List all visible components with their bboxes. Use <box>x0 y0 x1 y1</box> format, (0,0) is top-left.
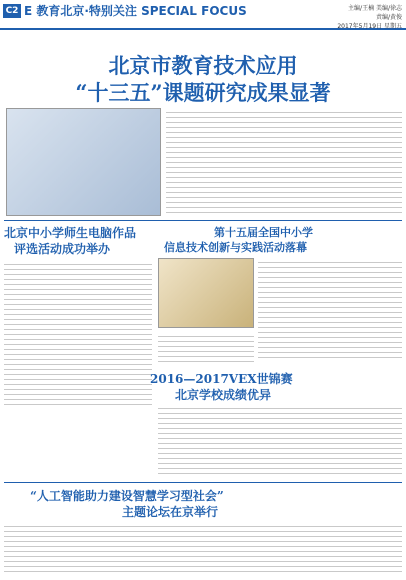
story-2-body-text <box>4 260 152 405</box>
main-headline: 北京市教育技术应用 <box>108 53 298 78</box>
main-photo <box>6 108 161 216</box>
page-header <box>0 0 406 30</box>
page-number-tag: C2 <box>3 4 21 18</box>
story-3-photo <box>158 258 254 328</box>
story-2-headline: 北京中小学师生电脑作品 <box>4 226 137 240</box>
section-title: E 教育北京·特别关注 SPECIAL FOCUS <box>24 4 247 18</box>
story-5-headline: “人工智能助力建设智慧学习型社会” <box>30 489 224 503</box>
story-5-body-text <box>4 522 402 576</box>
story-4-headline: 2016—2017VEX世锦赛 <box>150 372 293 386</box>
story-5-headline: 主题论坛在京举行 <box>122 505 219 519</box>
story-3-headline: 信息技术创新与实践活动落幕 <box>164 241 307 254</box>
issue-date: 2017年5月19日 星期五 <box>337 23 402 30</box>
divider <box>4 220 402 221</box>
story-4-headline: 北京学校成绩优异 <box>175 388 272 402</box>
story-3-body-text <box>258 258 402 358</box>
editor-line: 责编/黄俊 <box>375 14 402 21</box>
story-2-headline: 评选活动成功举办 <box>14 242 111 256</box>
editor-line: 主编/王楠 美编/徐志 <box>348 5 402 12</box>
story-3-headline: 第十五届全国中小学 <box>214 226 313 239</box>
main-headline: “十三五”课题研究成果显著 <box>75 80 331 105</box>
story-3-body-text <box>158 332 254 362</box>
divider <box>4 482 402 483</box>
main-body-text <box>166 108 402 216</box>
story-4-body-text <box>158 404 402 478</box>
